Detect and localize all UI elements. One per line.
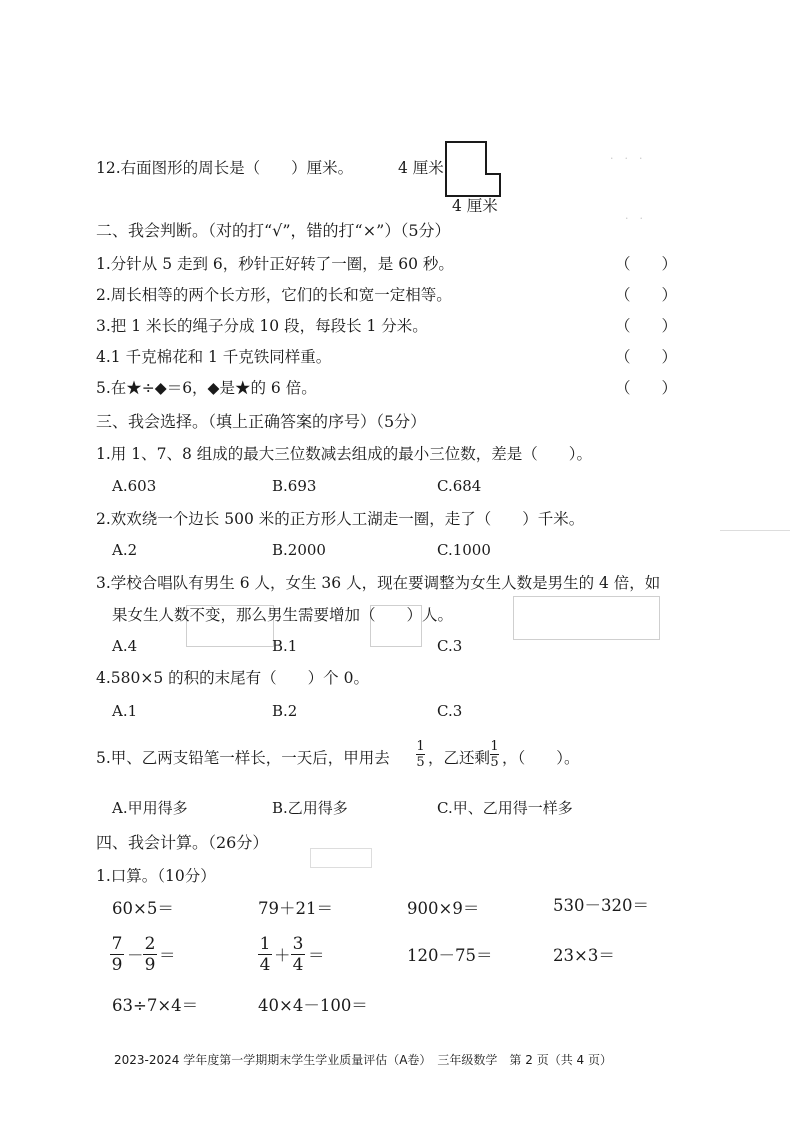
judge-item-5: 5.在★÷◆＝6，◆是★的 6 倍。 <box>96 379 317 397</box>
calc-equals: ＝ <box>159 946 176 965</box>
denominator: 4 <box>292 955 304 975</box>
calc-fraction-7-9 <box>110 934 124 975</box>
q12-text: 12.右面图形的周长是（ ）厘米。 <box>96 159 354 177</box>
judge-answer-1[interactable]: （ ） <box>615 255 678 273</box>
page-footer: 2023-2024 学年度第一学期期末学生学业质量评估（A卷） 三年级数学 第 2 页（共 4 页） <box>114 1053 612 1067</box>
judge-answer-5[interactable]: （ ） <box>615 379 678 397</box>
choice-q4-option-a[interactable]: A.1 <box>112 702 138 720</box>
choice-q3-option-c[interactable]: C.3 <box>437 637 463 655</box>
oral-calc-heading: 1.口算。（10分） <box>96 867 216 885</box>
judge-item-4: 4.1 千克棉花和 1 千克铁同样重。 <box>96 348 332 366</box>
denominator: 9 <box>111 955 123 975</box>
choice-q2-option-b[interactable]: B.2000 <box>272 541 326 559</box>
judge-item-2: 2.周长相等的两个长方形，它们的长和宽一定相等。 <box>96 286 452 304</box>
bleed-through-mark: · · <box>625 212 643 225</box>
numerator: 3 <box>292 934 304 954</box>
fraction-denominator: 5 <box>416 755 425 770</box>
choice-q2: 2.欢欢绕一个边长 500 米的正方形人工湖走一圈，走了（ ）千米。 <box>96 510 585 528</box>
denominator: 9 <box>144 955 156 975</box>
judge-item-1: 1.分针从 5 走到 6，秒针正好转了一圈，是 60 秒。 <box>96 255 454 273</box>
choice-q1-option-c[interactable]: C.684 <box>437 477 482 495</box>
calc-4: 530－320＝ <box>553 896 649 915</box>
calc-7: 120－75＝ <box>407 946 493 965</box>
choice-q2-option-c[interactable]: C.1000 <box>437 541 491 559</box>
fraction-numerator: 1 <box>490 739 499 754</box>
choice-q4-option-b[interactable]: B.2 <box>272 702 298 720</box>
choice-q3-line1: 3.学校合唱队有男生 6 人，女生 36 人，现在要调整为女生人数是男生的 4 倍，如 <box>96 574 661 592</box>
calc-3: 900×9＝ <box>407 899 480 918</box>
calc-9: 63÷7×4＝ <box>112 996 199 1015</box>
calc-1: 60×5＝ <box>112 899 174 918</box>
choice-q5-part2: ，乙还剩 <box>428 749 491 767</box>
bleed-through-line <box>720 530 790 531</box>
choice-q1: 1.用 1、7、8 组成的最大三位数减去组成的最小三位数，差是（ ）。 <box>96 445 592 463</box>
judge-answer-3[interactable]: （ ） <box>615 317 678 335</box>
choice-q2-option-a[interactable]: A.2 <box>112 541 138 559</box>
section3-heading: 三、我会选择。（填上正确答案的序号）（5分） <box>96 412 427 431</box>
l-shape-figure <box>444 140 502 198</box>
calc-fraction-3-4 <box>291 934 305 975</box>
choice-q3-line2: 果女生人数不变，那么男生需要增加（ ）人。 <box>112 606 454 624</box>
calc-fraction-1-4 <box>258 934 272 975</box>
calc-8: 23×3＝ <box>553 946 615 965</box>
choice-q3-option-b[interactable]: B.1 <box>272 637 298 655</box>
judge-item-3: 3.把 1 米长的绳子分成 10 段，每段长 1 分米。 <box>96 317 428 335</box>
choice-q3-option-a[interactable]: A.4 <box>112 637 138 655</box>
calc-2: 79＋21＝ <box>258 899 333 918</box>
section4-heading: 四、我会计算。（26分） <box>96 833 269 852</box>
numerator: 2 <box>144 934 156 954</box>
bleed-through-box <box>310 848 372 868</box>
judge-answer-4[interactable]: （ ） <box>615 348 678 366</box>
choice-q5-part1: 5.甲、乙两支铅笔一样长，一天后，甲用去 <box>96 749 390 767</box>
section2-heading: 二、我会判断。（对的打“√”，错的打“×”）（5分） <box>96 221 451 240</box>
bleed-through-mark: · · · <box>610 152 643 165</box>
choice-q5-option-b[interactable]: B.乙用得多 <box>272 799 348 817</box>
bleed-through-box <box>513 596 660 640</box>
calc-op: ＋ <box>274 946 291 965</box>
calc-10: 40×4－100＝ <box>258 996 368 1015</box>
calc-fraction-2-9 <box>143 934 157 975</box>
calc-op: － <box>127 946 144 965</box>
fraction-numerator: 1 <box>416 739 425 754</box>
fraction-one-fifth <box>416 739 425 770</box>
q12-label-left: 4 厘米 <box>398 159 444 177</box>
choice-q5-option-a[interactable]: A.甲用得多 <box>112 799 188 817</box>
numerator: 1 <box>259 934 271 954</box>
choice-q4-option-c[interactable]: C.3 <box>437 702 463 720</box>
calc-equals: ＝ <box>308 946 325 965</box>
choice-q1-option-a[interactable]: A.603 <box>112 477 157 495</box>
fraction-denominator: 5 <box>490 755 499 770</box>
choice-q1-option-b[interactable]: B.693 <box>272 477 317 495</box>
choice-q5-part3: ，（ ）。 <box>502 749 580 767</box>
denominator: 4 <box>259 955 271 975</box>
fraction-one-fifth <box>490 739 499 770</box>
q12-label-bottom: 4 厘米 <box>452 197 498 215</box>
choice-q4: 4.580×5 的积的末尾有（ ）个 0。 <box>96 669 369 687</box>
judge-answer-2[interactable]: （ ） <box>615 286 678 304</box>
choice-q5-option-c[interactable]: C.甲、乙用得一样多 <box>437 799 573 817</box>
numerator: 7 <box>111 934 123 954</box>
